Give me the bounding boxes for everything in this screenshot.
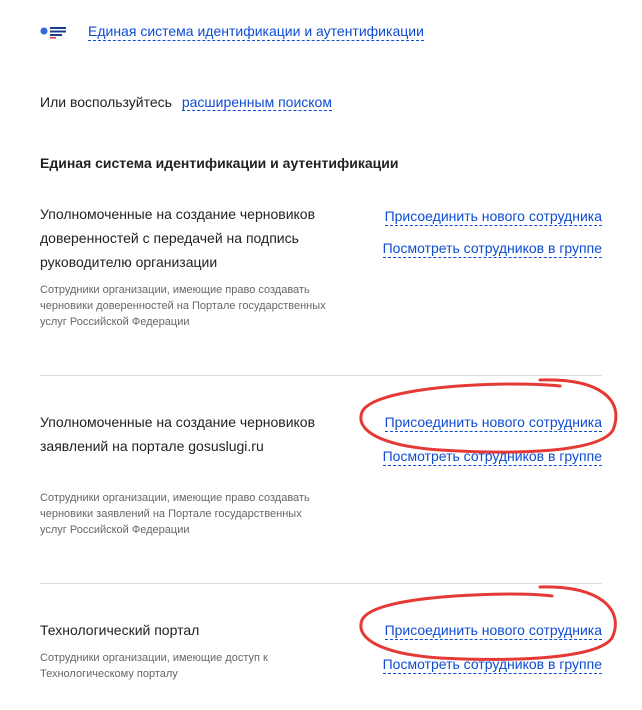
group-title: Технологический портал	[40, 622, 200, 638]
group-description: Сотрудники организации, имеющие доступ к Технологическому порталу	[40, 652, 268, 680]
group-description: Сотрудники организации, имеющие право создавать черновики заявлений на Портале государственных услуг Российской Федерации	[40, 492, 310, 536]
group-title: Уполномоченные на создание черновиков доверенностей с передачей на подпись руководителю организации	[40, 206, 316, 270]
search-line	[40, 93, 332, 111]
header	[40, 22, 424, 41]
group-card	[40, 618, 602, 688]
system-link[interactable]: Единая система идентификации и аутентификации	[88, 23, 424, 39]
search-prefix: Или воспользуйтесь	[40, 94, 172, 110]
join-employee-button[interactable]: Присоединить нового сотрудника	[384, 414, 602, 430]
join-employee-button[interactable]: Присоединить нового сотрудника	[384, 622, 602, 638]
view-employees-button[interactable]: Посмотреть сотрудников в группе	[382, 448, 602, 464]
join-employee-button[interactable]: Присоединить нового сотрудника	[384, 208, 602, 224]
divider	[40, 375, 602, 376]
view-employees-button[interactable]: Посмотреть сотрудников в группе	[382, 240, 602, 256]
group-card	[40, 410, 602, 560]
gosuslugi-logo-icon	[40, 24, 68, 40]
view-employees-button[interactable]: Посмотреть сотрудников в группе	[382, 656, 602, 672]
advanced-search-link[interactable]: расширенным поиском	[181, 94, 332, 110]
section-title: Единая система идентификации и аутентификации	[40, 155, 399, 171]
divider	[40, 583, 602, 584]
group-description: Сотрудники организации, имеющие право создавать черновики доверенностей на Портале государственных услуг Российской Федерации	[40, 284, 326, 328]
group-card	[40, 202, 602, 352]
group-title: Уполномоченные на создание черновиков заявлений на портале gosuslugi.ru	[40, 414, 316, 454]
